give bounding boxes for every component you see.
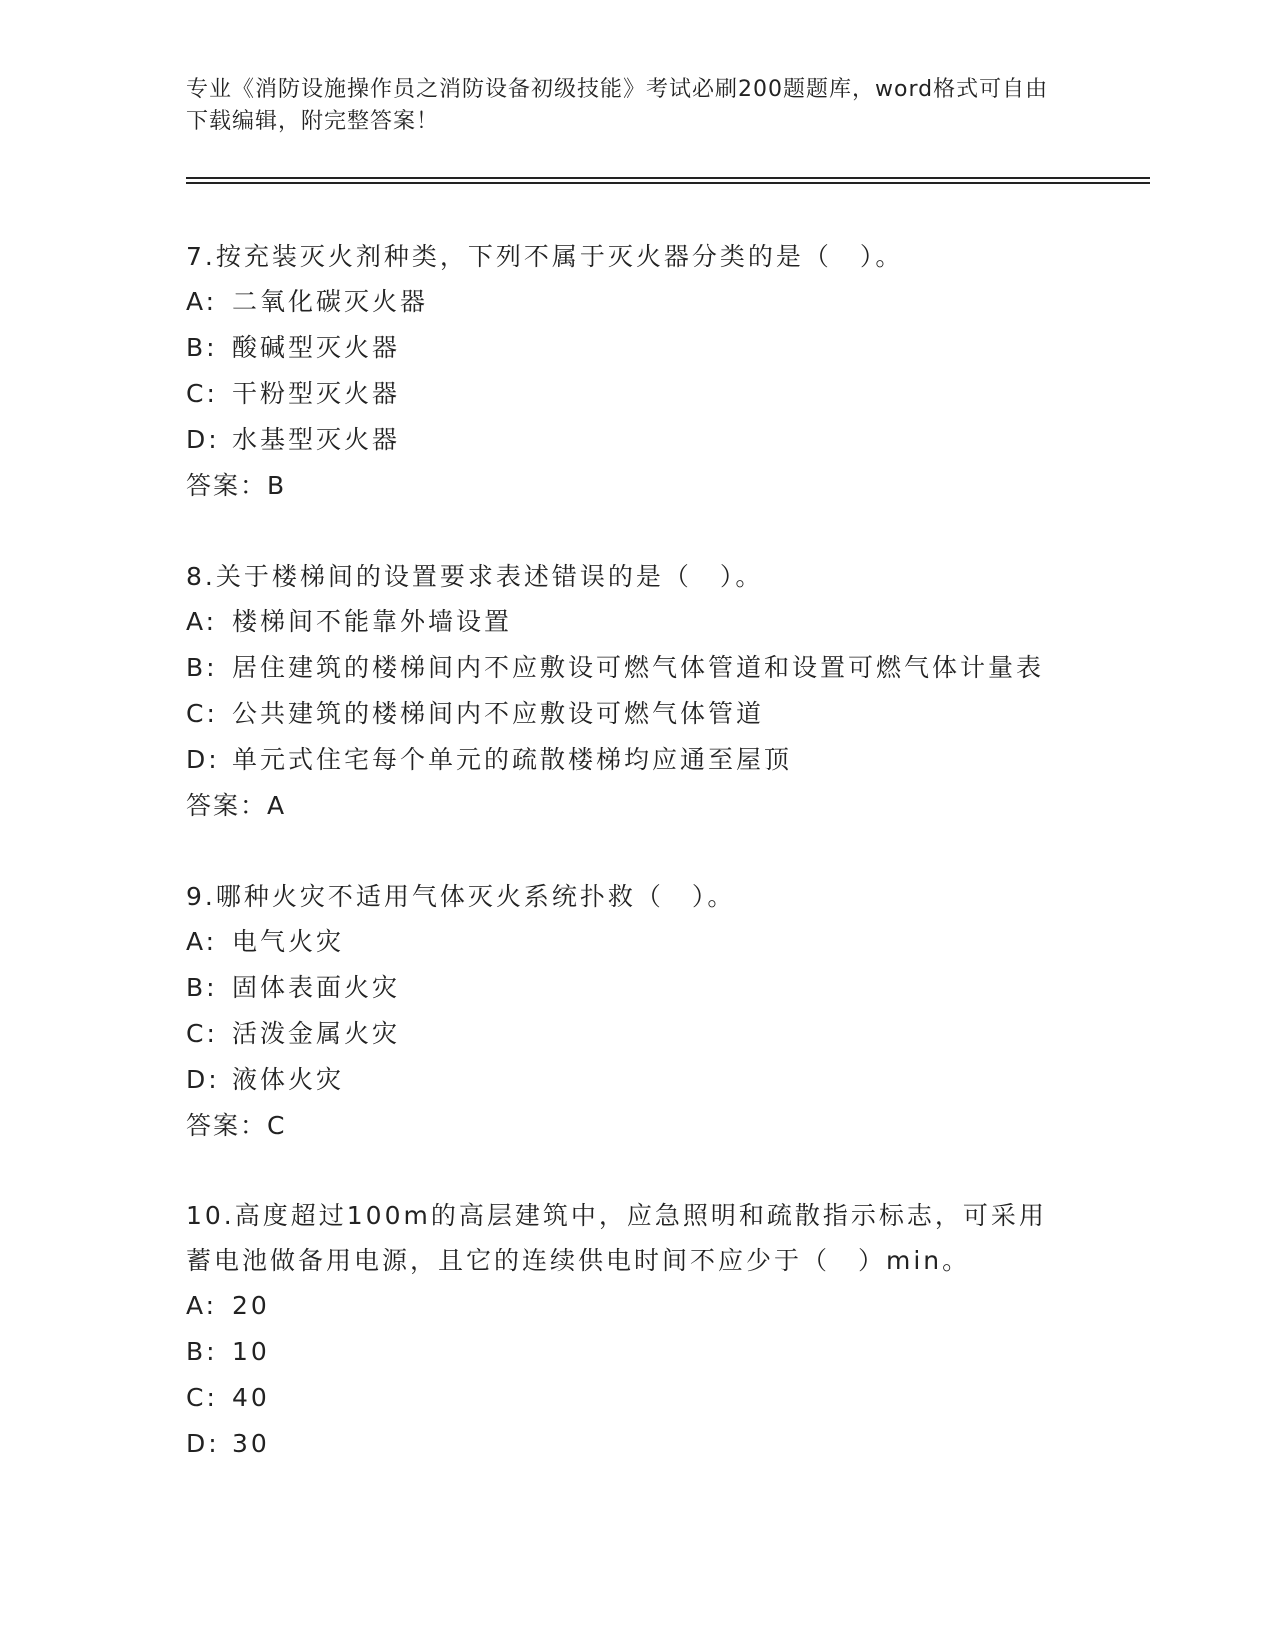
option-b xyxy=(186,645,1086,691)
question-8 xyxy=(186,554,1086,829)
option-letter: C: xyxy=(186,379,218,408)
option-text: 电气火灾 xyxy=(232,927,345,956)
question-text: 7.按充装灭火剂种类，下列不属于灭火器分类的是（ ）。 xyxy=(186,242,904,271)
option-text: 10 xyxy=(232,1337,270,1366)
option-a xyxy=(186,279,1086,325)
option-text: 居住建筑的楼梯间内不应敷设可燃气体管道和设置可燃气体计量表 xyxy=(232,653,1045,682)
question-7 xyxy=(186,234,1086,509)
option-b xyxy=(186,1329,1086,1375)
option-d xyxy=(186,737,1086,783)
header-divider-bottom xyxy=(186,182,1150,184)
option-b xyxy=(186,965,1086,1011)
option-a xyxy=(186,599,1086,645)
answer-line: 答案：A xyxy=(186,791,287,820)
answer-line: 答案：C xyxy=(186,1111,287,1140)
option-text: 固体表面火灾 xyxy=(232,973,401,1002)
option-letter: B: xyxy=(186,333,218,362)
question-text: 10.高度超过100m的高层建筑中，应急照明和疏散指示标志，可采用蓄电池做备用电源，且它的连续供电时间不应少于（ ）min。 xyxy=(186,1201,1047,1275)
option-letter: D: xyxy=(186,1065,220,1094)
option-letter: D: xyxy=(186,425,220,454)
option-letter: B: xyxy=(186,973,218,1002)
option-c xyxy=(186,1375,1086,1421)
option-letter: A: xyxy=(186,287,218,316)
option-letter: A: xyxy=(186,927,218,956)
option-text: 公共建筑的楼梯间内不应敷设可燃气体管道 xyxy=(232,699,765,728)
option-letter: B: xyxy=(186,1337,218,1366)
option-letter: D: xyxy=(186,745,220,774)
option-text: 单元式住宅每个单元的疏散楼梯均应通至屋顶 xyxy=(232,745,793,774)
option-c xyxy=(186,1011,1086,1057)
option-text: 酸碱型灭火器 xyxy=(232,333,401,362)
option-a xyxy=(186,1283,1086,1329)
option-a xyxy=(186,919,1086,965)
option-letter: D: xyxy=(186,1429,220,1458)
document-header: 专业《消防设施操作员之消防设备初级技能》考试必刷200题题库，word格式可自由下载编辑，附完整答案！ xyxy=(186,77,1049,134)
option-d xyxy=(186,417,1086,463)
option-letter: A: xyxy=(186,607,218,636)
option-c xyxy=(186,691,1086,737)
answer-line: 答案：B xyxy=(186,471,287,500)
option-text: 干粉型灭火器 xyxy=(232,379,401,408)
option-letter: C: xyxy=(186,1383,218,1412)
option-text: 水基型灭火器 xyxy=(232,425,401,454)
option-text: 20 xyxy=(232,1291,270,1320)
question-10 xyxy=(186,1193,1086,1467)
option-text: 楼梯间不能靠外墙设置 xyxy=(232,607,513,636)
option-d xyxy=(186,1057,1086,1103)
question-text: 9.哪种火灾不适用气体灭火系统扑救（ ）。 xyxy=(186,882,736,911)
option-letter: C: xyxy=(186,699,218,728)
option-letter: C: xyxy=(186,1019,218,1048)
option-text: 活泼金属火灾 xyxy=(232,1019,401,1048)
option-text: 液体火灾 xyxy=(232,1065,345,1094)
question-text: 8.关于楼梯间的设置要求表述错误的是（ ）。 xyxy=(186,562,764,591)
header-divider-top xyxy=(186,177,1150,179)
option-d xyxy=(186,1421,1086,1467)
option-letter: A: xyxy=(186,1291,218,1320)
option-text: 二氧化碳灭火器 xyxy=(232,287,429,316)
option-text: 40 xyxy=(232,1383,270,1412)
option-text: 30 xyxy=(232,1429,270,1458)
question-9 xyxy=(186,874,1086,1149)
option-b xyxy=(186,325,1086,371)
option-letter: B: xyxy=(186,653,218,682)
option-c xyxy=(186,371,1086,417)
